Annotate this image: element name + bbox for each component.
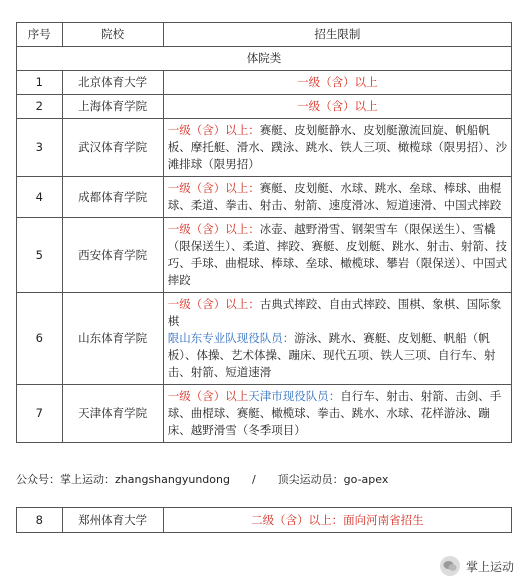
category-row (17, 47, 512, 71)
row-limit (163, 385, 511, 443)
limit-level: 一级（含）以上： (167, 181, 260, 195)
table-row (17, 385, 512, 443)
row-limit: 二级（含）以上：面向河南省招生 (163, 508, 511, 533)
row-num: 5 (17, 218, 63, 293)
brand-watermark (440, 556, 514, 576)
row-num: 7 (17, 385, 63, 443)
limit-sports: 赛艇、皮划艇、水球、跳水、垒球、棒球、曲棍球、柔道、拳击、射击、射箭、速度滑冰、短道速滑、中国式摔跤 (167, 181, 502, 212)
limit-level: 一级（含）以上： (167, 297, 260, 311)
row-num: 4 (17, 177, 63, 218)
limit-sports: 自行车、射击、射箭、击剑、手球、曲棍球、赛艇、橄榄球、拳击、跳水、水球、花样游泳、蹦床、越野滑雪（冬季项目） (167, 389, 502, 437)
row-limit (163, 218, 511, 293)
row-school: 天津体育学院 (62, 385, 163, 443)
row8-table (16, 507, 512, 533)
limit-level: 一级（含）以上 (167, 389, 249, 403)
table-row (17, 508, 512, 533)
row-school: 西安体育学院 (62, 218, 163, 293)
category-label: 体院类 (17, 47, 512, 71)
limit-sports: 古典式摔跤、自由式摔跤、围棋、象棋、国际象棋 (167, 297, 502, 328)
row-school: 成都体育学院 (62, 177, 163, 218)
limit-sports: 赛艇、皮划艇静水、皮划艇激流回旋、帆船帆板、摩托艇、滑水、蹼泳、跳水、铁人三项、橄榄球（限男招）、沙滩排球（限男招） (167, 123, 508, 171)
limit-level: 一级（含）以上 (297, 75, 378, 89)
row-limit (163, 95, 511, 119)
row-num: 6 (17, 293, 63, 385)
row-limit (163, 119, 511, 177)
row-school: 武汉体育学院 (62, 119, 163, 177)
header-num: 序号 (17, 23, 63, 47)
table-header-row (17, 23, 512, 47)
row-limit (163, 71, 511, 95)
row-num: 8 (17, 508, 63, 533)
table-row (17, 293, 512, 385)
limit-level: 一级（含）以上： (167, 123, 260, 137)
limit-sports: 冰壶、越野滑雪、钢架雪车（限保送生）、雪橇（限保送生）、柔道、摔跤、赛艇、皮划艇、跳水、射击、射箭、技巧、手球、曲棍球、棒球、垒球、橄榄球、攀岩（限保送）、中国式摔跤 (167, 222, 508, 287)
wechat-icon (440, 556, 460, 576)
row-school: 山东体育学院 (62, 293, 163, 385)
header-school: 院校 (62, 23, 163, 47)
limit-restriction-2: 限山东专业队现役队员： (167, 331, 295, 345)
row-num: 2 (17, 95, 63, 119)
row-school: 郑州体育大学 (62, 508, 163, 533)
table-row (17, 119, 512, 177)
table-row (17, 71, 512, 95)
row-num: 3 (17, 119, 63, 177)
limit-sports-2: 游泳、跳水、赛艇、皮划艇、帆船（帆板）、体操、艺术体操、蹦床、现代五项、铁人三项、自行车、射击、射箭、短道速滑 (167, 331, 496, 379)
footer-note: 公众号：掌上运动：zhangshangyundong / 顶尖运动员：go-apex (16, 473, 389, 486)
header-limit: 招生限制 (163, 23, 511, 47)
row-school: 上海体育学院 (62, 95, 163, 119)
limit-restriction: 天津市现役队员： (248, 389, 341, 403)
brand-text: 掌上运动 (465, 559, 514, 574)
admission-table (16, 22, 512, 443)
table-row (17, 177, 512, 218)
table-row (17, 95, 512, 119)
table-row (17, 218, 512, 293)
row-limit (163, 293, 511, 385)
row-num: 1 (17, 71, 63, 95)
limit-level: 一级（含）以上 (297, 99, 378, 113)
limit-level: 一级（含）以上： (167, 222, 260, 236)
row-limit (163, 177, 511, 218)
row-school: 北京体育大学 (62, 71, 163, 95)
